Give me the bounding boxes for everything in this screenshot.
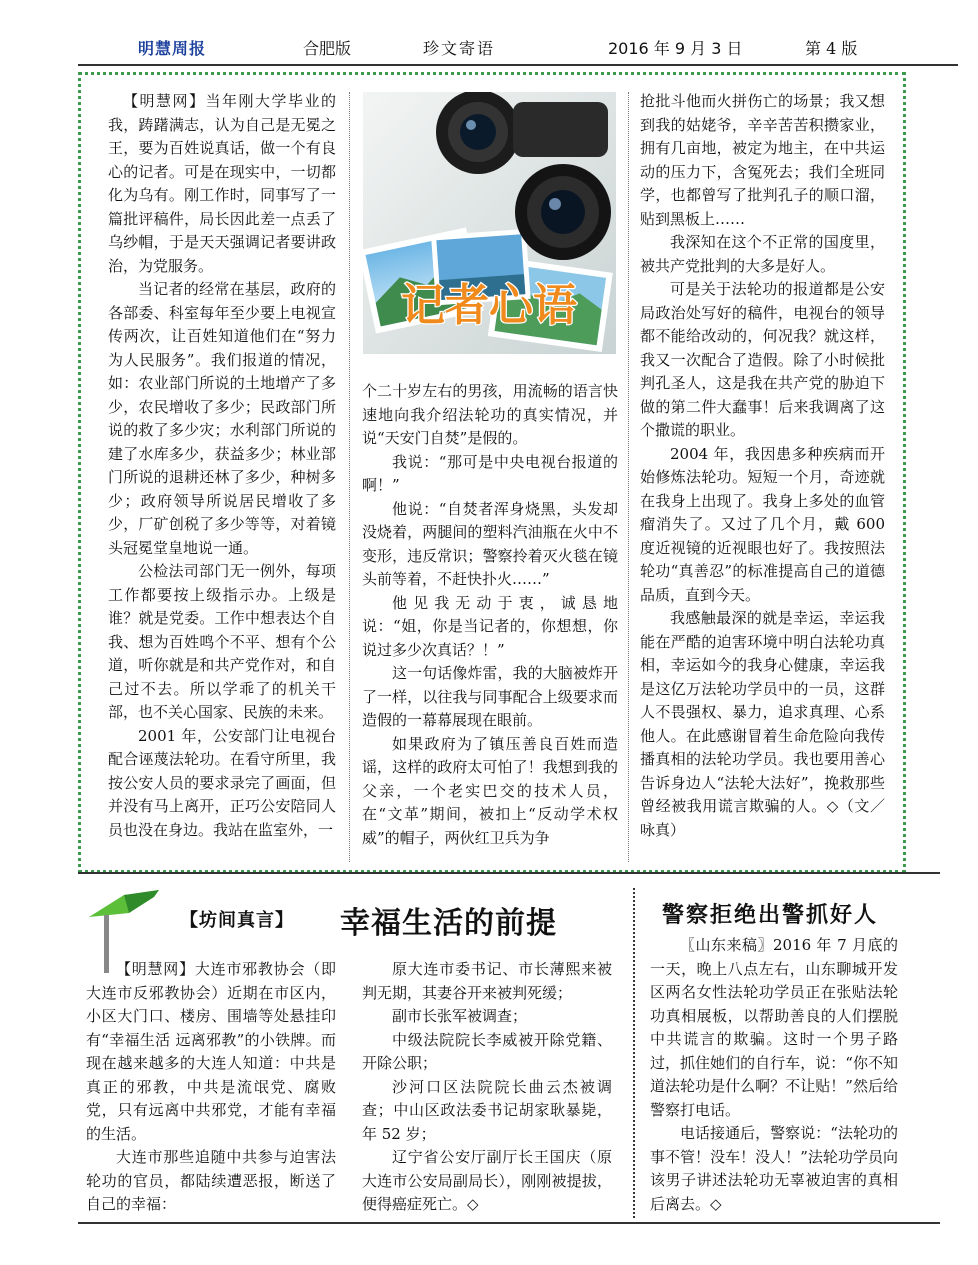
- paragraph: 我感触最深的就是幸运，幸运我能在严酷的迫害环境中明白法轮功真相，幸运如今的我身心健康，幸运我是这亿万法轮功学员中的一员，这群人不畏强权、暴力，追求真理、心系他人。在此感谢冒着生命危险向我传播真相的法轮功学员。我也要用善心告诉身边人“法轮大法好”，挽救那些曾经被我用谎言欺骗的人。◇（文／咏真）: [640, 609, 885, 839]
- paragraph: 2001 年，公安部门让电视台配合诬蔑法轮功。在看守所里，我按公安人员的要求录完了画面，但并没有马上离开，正巧公安陪同人员也没在身边。我站在监室外，一: [108, 726, 336, 839]
- top-article-column-1: [108, 90, 336, 842]
- masthead: [78, 30, 958, 66]
- bottom-article-column-1: [86, 958, 336, 1217]
- column-divider: [349, 92, 350, 862]
- paragraph: 副市长张军被调查；: [392, 1007, 528, 1025]
- photo-caption: 记者心语: [401, 280, 577, 331]
- page-bottom-rule: [78, 1222, 940, 1224]
- paragraph: 【明慧网】大连市邪教协会（即大连市反邪教协会）近期在市区内，小区大门口、楼房、围墙等处悬挂印有“幸福生活 远离邪教”的小铁牌。而现在越来越多的大连人知道：中共是真正的邪教，中共是流氓党、腐败党，只有远离中共邪党，才能有幸福的生活。: [86, 960, 336, 1143]
- paragraph: 2004 年，我因患多种疾病而开始修炼法轮功。短短一个月，奇迹就在我身上出现了。我身上多处的血管瘤消失了。又过了几个月，戴 600 度近视镜的近视眼也好了。我按照法轮功“真善忍”的标准提高自己的道德品质，直到今天。: [640, 444, 885, 604]
- camera-illustration: [363, 92, 616, 354]
- paragraph: 辽宁省公安厅副厅长王国庆（原大连市公安局副局长），刚刚被提拔，便得癌症死亡。◇: [362, 1148, 612, 1213]
- paragraph: 沙河口区法院院长曲云杰被调查；中山区政法委书记胡家耿暴毙，年 52 岁；: [362, 1077, 612, 1143]
- paragraph: 我说：“那可是中央电视台报道的啊！”: [362, 452, 618, 494]
- paragraph: 〖山东来稿〗2016 年 7 月底的一天，晚上八点左右，山东聊城开发区两名女性法轮功学员正在张贴法轮功真相展板，以帮助善良的人们摆脱中共谎言的欺骗。这时一个男子路过，抓住她们的自行车，说：“你不知道法轮功是什么啊？不让贴！”然后给警察打电话。: [650, 936, 898, 1119]
- paragraph: 如果政府为了镇压善良百姓而造谣，这样的政府太可怕了！我想到我的父亲，一个老实巴交的技术人员，在“文革”期间，被扣上“反动学术权威”的帽子，两伙红卫兵为争: [362, 734, 618, 847]
- paragraph: 中级法院院长李威被开除党籍、开除公职；: [362, 1030, 612, 1072]
- section-divider: [78, 872, 940, 874]
- paragraph: 个二十岁左右的男孩，用流畅的语言快速地向我介绍法轮功的真实情况，并说“天安门自焚”是假的。: [362, 382, 618, 447]
- bottom-article-column-2: [362, 958, 612, 1217]
- paragraph: 公检法司部门无一例外，每项工作都要按上级指示办。上级是谁？就是党委。工作中想表达个自我、想为百姓鸣个不平、想有个公道，听你就是和共产党作对，和自己过不去。所以学乖了的机关干部，也不关心国家、民族的未来。: [108, 562, 336, 721]
- page-number: 第 4 版: [805, 39, 858, 58]
- article-headline: 幸福生活的前提: [340, 906, 557, 941]
- column-tag: 【坊间真言】: [180, 910, 294, 931]
- paragraph: 当记者的经常在基层，政府的各部委、科室每年至少要上电视宣传两次，让百姓知道他们在“努力为人民服务”。我们报道的情况，如：农业部门所说的土地增产了多少，农民增收了多少；民政部门所说的救了多少灾；水利部门所说的建了水库多少，获益多少；林业部门所说的退耕还林了多少，种树多少；政府领导所说居民增收了多少，厂矿创税了多少等等，对着镜头冠冕堂皇地说一通。: [108, 280, 336, 557]
- side-article-headline: 警察拒绝出警抓好人: [662, 902, 879, 928]
- top-article-column-2: [362, 380, 618, 850]
- section-label: 珍文寄语: [423, 39, 496, 58]
- paragraph: 大连市那些追随中共参与迫害法轮功的官员，都陆续遭恶报，断送了自己的幸福：: [86, 1148, 336, 1213]
- paragraph: 【明慧网】当年刚大学毕业的我，踌躇满志，认为自己是无冕之王，要为百姓说真话，做一个有良心的记者。可是在现实中，一切都化为乌有。刚工作时，同事写了一篇批评稿件，局长因此差一点丢了乌纱帽，于是天天强调记者要讲政治，为党服务。: [108, 92, 336, 275]
- column-divider: [633, 888, 635, 1218]
- issue-date: 2016 年 9 月 3 日: [608, 39, 743, 58]
- paragraph: 他见我无动于衷，诚恳地说：“姐，你是当记者的，你想想，你说过多少次真话？！”: [362, 593, 618, 659]
- side-article-body: [650, 934, 898, 1216]
- paragraph: 他说：“自焚者浑身烧黑，头发却没烧着，两腿间的塑料汽油瓶在火中不变形，违反常识；警察拎着灭火毯在镜头前等着，不赶快扑火……”: [362, 499, 618, 588]
- camera-photo-image: [363, 92, 616, 354]
- column-divider: [628, 92, 629, 862]
- top-article-column-3: [640, 90, 885, 842]
- edition-label: 合肥版: [303, 39, 352, 58]
- paragraph: 电话接通后，警察说：“法轮功的事不管！没车！没人！”法轮功学员向该男子讲述法轮功无辜被迫害的真相后离去。◇: [650, 1124, 898, 1213]
- paragraph: 可是关于法轮功的报道都是公安局政治处写好的稿件，电视台的领导都不能给改动的，何况我？就这样，我又一次配合了造假。除了小时候批判孔圣人，这是我在共产党的胁迫下做的第二件大蠢事！后来我调离了这个撒谎的职业。: [640, 280, 885, 439]
- paragraph: 这一句话像炸雷，我的大脑被炸开了一样，以往我与同事配合上级要求而造假的一幕幕展现在眼前。: [362, 664, 618, 729]
- paragraph: 抢批斗他而火拼伤亡的场景；我又想到我的姑姥爷，辛辛苦苦积攒家业，拥有几亩地，被定为地主，在中共运动的压力下，含冤死去；我们全班同学，也都曾写了批判孔子的顺口溜，贴到黑板上……: [640, 92, 885, 228]
- newspaper-brand: 明慧周报: [138, 39, 207, 58]
- paragraph: 原大连市委书记、市长薄熙来被判无期，其妻谷开来被判死缓；: [362, 960, 612, 1002]
- paragraph: 我深知在这个不正常的国度里，被共产党批判的大多是好人。: [640, 233, 885, 275]
